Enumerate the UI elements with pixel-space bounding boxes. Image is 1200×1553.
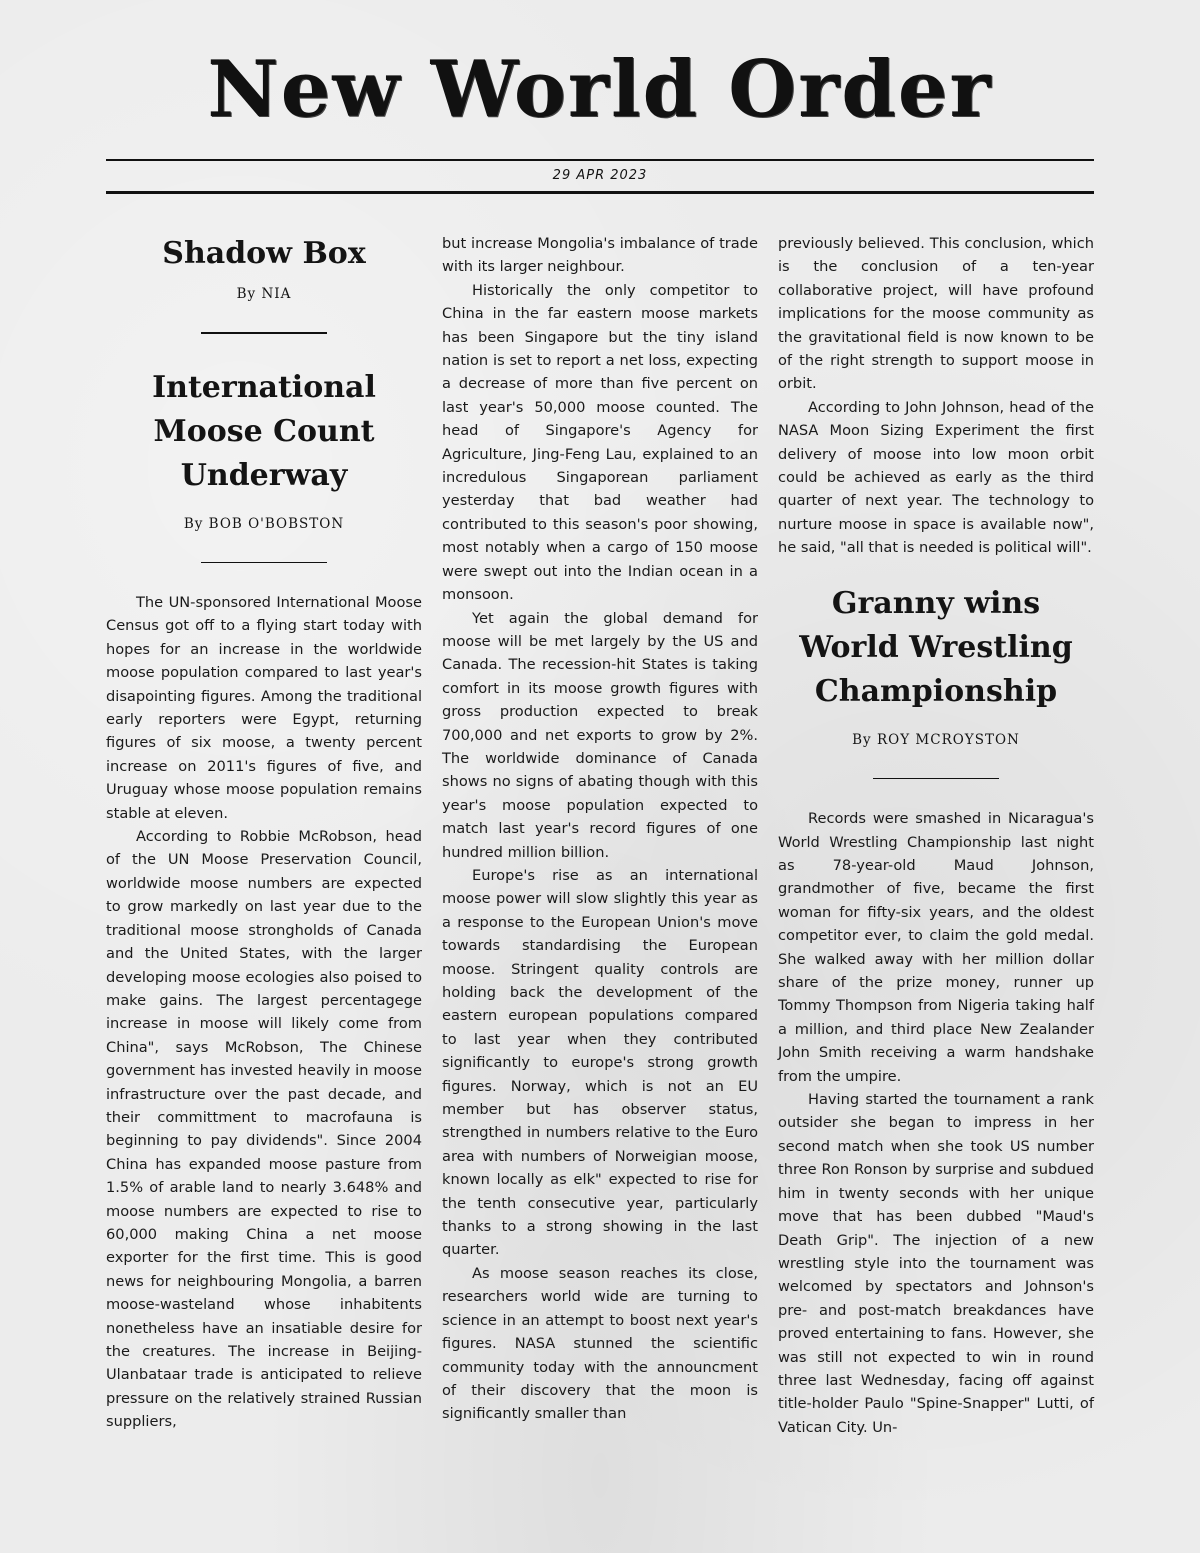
separator: [873, 778, 999, 780]
headline-line: Championship: [814, 673, 1058, 709]
shadow-box-title: Shadow Box: [162, 236, 366, 271]
article-1-byline: By BOB O'BOBSTON: [183, 515, 345, 532]
headline-line: World Wrestling: [799, 629, 1073, 665]
column-2: [442, 232, 758, 1426]
paragraph: previously believed. This conclusion, which is the conclusion of a ten-year collaborative project, will have profound implications for the moose community as the gravitational field is now known to be of the right strength to support moose in orbit.: [778, 235, 1094, 393]
column-3: [778, 232, 1094, 1439]
article-1-body: [106, 591, 422, 1434]
paragraph: Europe's rise as an international moose power will slow slightly this year as a response to the European Union's move towards standardising the European moose. Stringent quality controls are holding back the development of the eastern european populations compared to last year when they contributed significantly to europe's strong growth figures. Norway, which is not an EU member but has observer status, strengthed in numbers relative to the Euro area with numbers of Norweigian moose, known locally as elk" expected to rise for the tenth consecutive year, particularly thanks to a strong showing in the last quarter.: [442, 866, 758, 1259]
issue-date: 29 APR 2023: [552, 168, 648, 183]
article-2-body: [778, 807, 1094, 1439]
paragraph: Historically the only competitor to China in the far eastern moose markets has been Singapore but the tiny island nation is set to report a net loss, expecting a decrease of more than five percent on last year's 50,000 moose counted. The head of Singapore's Agency for Agriculture, Jing-Feng Lau, explained to an incredulous Singaporean parliament yesterday that bad weather had contributed to this season's poor showing, most notably when a cargo of 150 moose were swept out into the Indian ocean in a monsoon.: [442, 281, 758, 604]
masthead-rule-bottom: [106, 191, 1094, 194]
column-1: [106, 232, 422, 1434]
paragraph: Records were smashed in Nicaragua's World Wrestling Championship last night as 78-year-old Maud Johnson, grandmother of five, became the first woman for fifty-six years, and the oldest competitor ever, to claim the gold medal. She walked away with her million dollar share of the prize money, runner up Tommy Thompson from Nigeria taking half a million, and third place New Zealander John Smith receiving a warm handshake from the umpire.: [778, 810, 1094, 1085]
article-2-headline: [778, 582, 1094, 714]
paragraph: but increase Mongolia's imbalance of trade with its larger neighbour.: [442, 235, 758, 276]
paragraph: The UN-sponsored International Moose Census got off to a flying start today with hopes for an increase in the worldwide moose population compared to last year's disapointing figures. Among the traditional early reporters were Egypt, returning figures of six moose, a twenty percent increase on 2011's figures of five, and Uruguay whose moose population remains stable at eleven.: [106, 594, 422, 822]
headline-line: International: [152, 369, 376, 405]
masthead-rule-top: [106, 159, 1094, 161]
article-1-continued: [778, 232, 1094, 560]
headline-line: Granny wins: [831, 585, 1041, 621]
article-1-headline: [106, 366, 422, 498]
paragraph: According to John Johnson, head of the NASA Moon Sizing Experiment the first delivery of moose into low moon orbit could be achieved as early as the third quarter of next year. The technology to nurture moose in space is available now", he said, "all that is needed is political will".: [778, 398, 1094, 557]
article-2-byline: By ROY MCROYSTON: [852, 731, 1020, 748]
masthead-title: New World Order: [207, 44, 993, 135]
separator: [201, 332, 327, 334]
paragraph: Having started the tournament a rank outsider she began to impress in her second match when she took US number three Ron Ronson by surprise and subdued him in twenty seconds with her unique move that has been dubbed "Maud's Death Grip". The injection of a new wrestling style into the tournament was welcomed by spectators and Johnson's pre- and post-match breakdances have proved entertaining to fans. However, she was still not expected to win in round three last Wednesday, facing off against title-holder Paulo "Spine-Snapper" Lutti, of Vatican City. Un-: [778, 1091, 1094, 1436]
paragraph: According to Robbie McRobson, head of the UN Moose Preservation Council, worldwide moose numbers are expected to grow markedly on last year due to the traditional moose strongholds of Canada and the United States, with the larger developing moose ecologies also poised to make gains. The largest percentagege increase in moose will likely come from China", says McRobson, The Chinese government has invested heavily in moose infrastructure over the past decade, and their committment to macrofauna is beginning to pay dividends". Since 2004 China has expanded moose pasture from 1.5% of arable land to nearly 3.648% and moose numbers are expected to rise to 60,000 making China a net moose exporter for the first time. This is good news for neighbouring Mongolia, a barren moose-wasteland whose inhabitents nonetheless have an insatiable desire for the creatures. The increase in Beijing-Ulanbataar trade is anticipated to relieve pressure on the relatively strained Russian suppliers,: [106, 828, 422, 1431]
separator: [201, 562, 327, 564]
headline-line: Moose Count: [153, 413, 375, 449]
headline-line: Underway: [180, 457, 348, 493]
paragraph: As moose season reaches its close, researchers world wide are turning to science in an attempt to boost next year's figures. NASA stunned the scientific community today with the announcment of their discovery that the moon is significantly smaller than: [442, 1264, 758, 1423]
paragraph: Yet again the global demand for moose will be met largely by the US and Canada. The recession-hit States is taking comfort in its moose growth figures with gross production expected to break 700,000 and net exports to grow by 2%. The worldwide dominance of Canada shows no signs of abating though with this year's moose population expected to match last year's record figures of one hundred million billion.: [442, 609, 758, 861]
shadow-box-byline: By NIA: [236, 286, 292, 302]
